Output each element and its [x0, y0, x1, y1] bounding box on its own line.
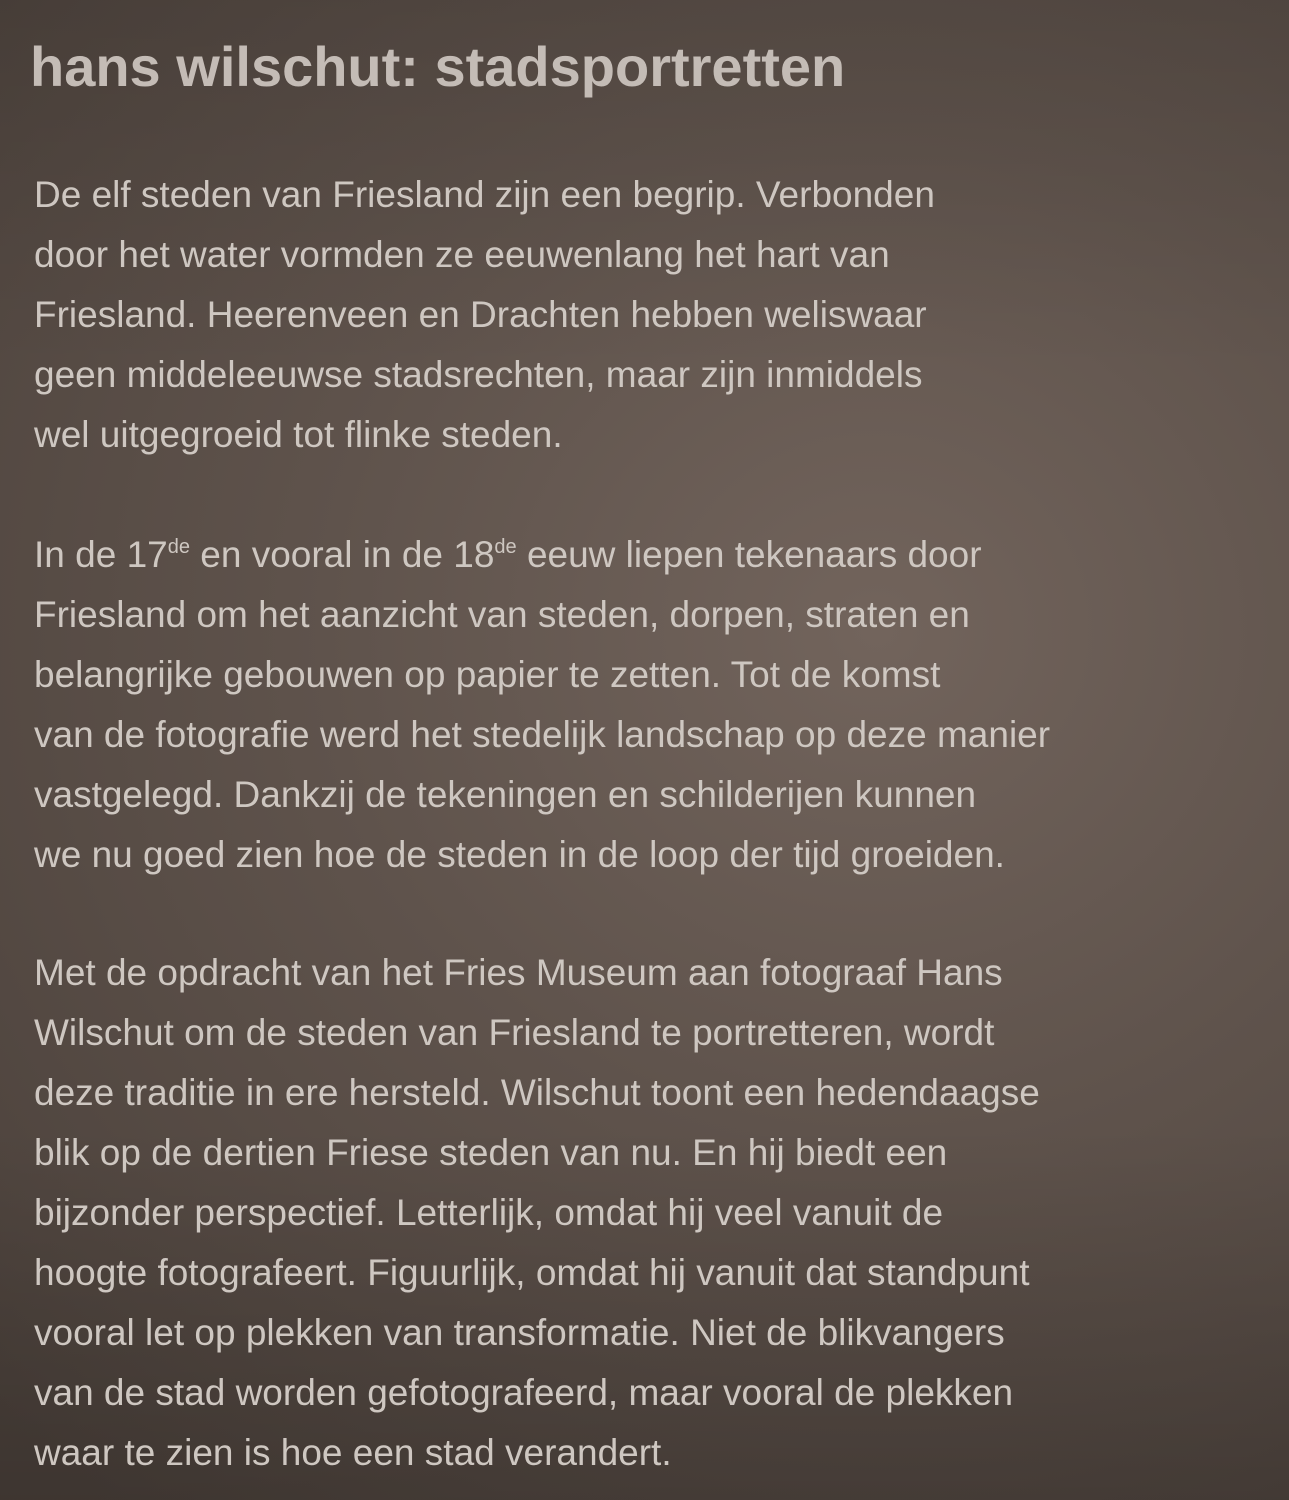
paragraph-line: door het water vormden ze eeuwenlang het hart van [34, 234, 890, 275]
page-title: hans wilschut: stadsportretten [30, 35, 846, 98]
paragraph-line: De elf steden van Friesland zijn een begrip. Verbonden [34, 174, 935, 215]
paragraph-line: Wilschut om de steden van Friesland te portretteren, wordt [34, 1012, 995, 1053]
text-fragment: In de 17 [34, 534, 168, 575]
text-fragment: en vooral in de 18 [189, 534, 495, 575]
paragraph-line: wel uitgegroeid tot flinke steden. [34, 414, 563, 455]
commission-paragraph [34, 943, 1040, 1483]
paragraph-line: waar te zien is hoe een stad verandert. [34, 1432, 672, 1473]
paragraph-line: Friesland om het aanzicht van steden, dorpen, straten en [34, 594, 970, 635]
paragraph-line: geen middeleeuwse stadsrechten, maar zijn inmiddels [34, 354, 923, 395]
paragraph-line: hoogte fotografeert. Figuurlijk, omdat hij vanuit dat standpunt [34, 1252, 1030, 1293]
paragraph-line: van de fotografie werd het stedelijk landschap op deze manier [34, 714, 1051, 755]
paragraph-line: van de stad worden gefotografeerd, maar vooral de plekken [34, 1372, 1014, 1413]
paragraph-line: Met de opdracht van het Fries Museum aan fotograaf Hans [34, 952, 1003, 993]
history-paragraph [34, 525, 1050, 885]
paragraph-line: bijzonder perspectief. Letterlijk, omdat hij veel vanuit de [34, 1192, 944, 1233]
paragraph-line: we nu goed zien hoe de steden in de loop der tijd groeiden. [34, 834, 1005, 875]
ordinal-superscript: de [167, 536, 190, 558]
paragraph-line: vastgelegd. Dankzij de tekeningen en schilderijen kunnen [34, 774, 977, 815]
text-fragment: eeuw liepen tekenaars door [516, 534, 982, 575]
paragraph-line: belangrijke gebouwen op papier te zetten. Tot de komst [34, 654, 941, 695]
ordinal-superscript: de [494, 536, 517, 558]
paragraph-line-with-superscripts [34, 525, 1050, 585]
paragraph-line: vooral let op plekken van transformatie. Niet de blikvangers [34, 1312, 1005, 1353]
paragraph-line: Friesland. Heerenveen en Drachten hebben weliswaar [34, 294, 927, 335]
paragraph-line: blik op de dertien Friese steden van nu. En hij biedt een [34, 1132, 948, 1173]
intro-paragraph [34, 165, 935, 465]
paragraph-line: deze traditie in ere hersteld. Wilschut toont een hedendaagse [34, 1072, 1040, 1113]
